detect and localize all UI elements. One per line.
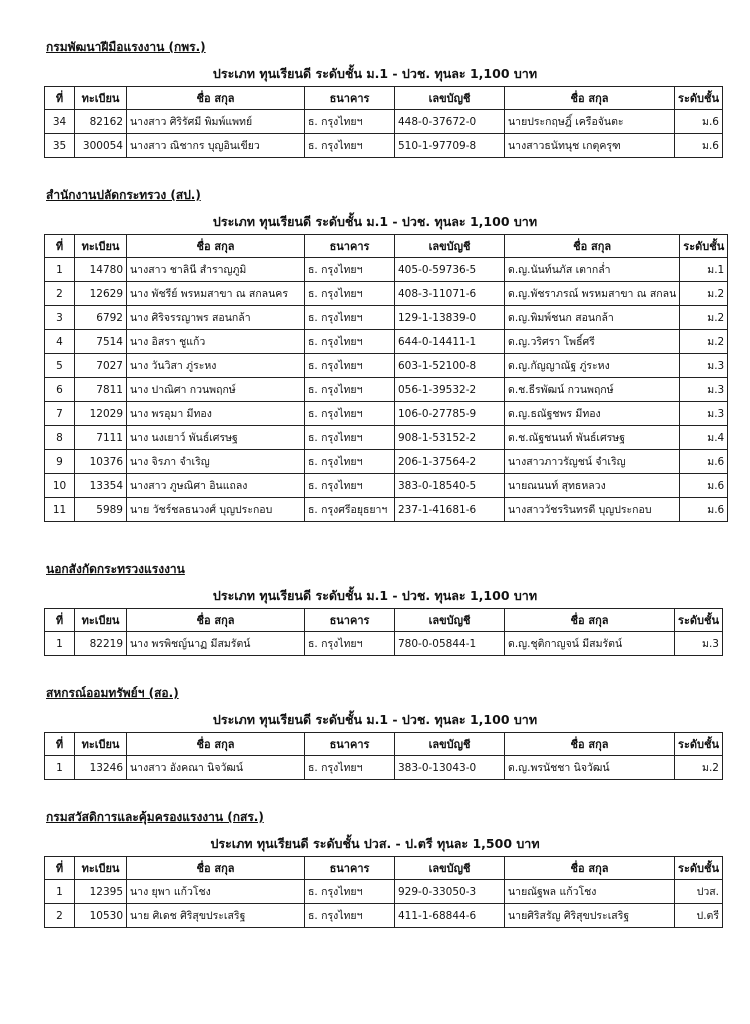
table-row <box>45 880 723 904</box>
table-cell: ธ. กรุงไทยฯ <box>305 632 395 656</box>
table-cell: ธ. กรุงไทยฯ <box>305 354 395 378</box>
table-cell: ธ. กรุงไทยฯ <box>305 756 395 780</box>
table-cell: 7111 <box>75 426 127 450</box>
table-cell: นางสาว ศิริรัศมี พิมพ์แพทย์ <box>127 110 305 134</box>
table-cell: 411-1-68844-6 <box>395 904 505 928</box>
table-cell: 1 <box>45 258 75 282</box>
table-cell: 1 <box>45 756 75 780</box>
column-header: เลขบัญชี <box>395 609 505 632</box>
recipients-table <box>44 856 723 928</box>
recipients-table <box>44 732 723 780</box>
table-cell: 908-1-53152-2 <box>395 426 505 450</box>
table-cell: 6792 <box>75 306 127 330</box>
column-header: ทะเบียน <box>75 733 127 756</box>
table-cell: 13354 <box>75 474 127 498</box>
table-cell: ธ. กรุงไทยฯ <box>305 426 395 450</box>
column-header: ธนาคาร <box>305 87 395 110</box>
table-cell: ธ. กรุงไทยฯ <box>305 330 395 354</box>
table-cell: 11 <box>45 498 75 522</box>
table-cell: 7514 <box>75 330 127 354</box>
column-header: ธนาคาร <box>305 733 395 756</box>
table-cell: นางสาว ณิชากร บุญอินเขียว <box>127 134 305 158</box>
table-cell: 448-0-37672-0 <box>395 110 505 134</box>
column-header: ทะเบียน <box>75 87 127 110</box>
table-cell: ปวส. <box>675 880 723 904</box>
table-cell: 7027 <box>75 354 127 378</box>
table-header-row <box>45 235 728 258</box>
table-header-row <box>45 857 723 880</box>
table-cell: 14780 <box>75 258 127 282</box>
table-cell: 8 <box>45 426 75 450</box>
section-subtitle: ประเภท ทุนเรียนดี ระดับชั้น ม.1 - ปวช. ทุนละ 1,100 บาท <box>212 712 538 727</box>
table-cell: นางสาวธนัทนุช เกตุครุฑ <box>505 134 675 158</box>
column-header: ชื่อ สกุล <box>505 733 675 756</box>
table-cell: 7811 <box>75 378 127 402</box>
table-cell: ธ. กรุงไทยฯ <box>305 402 395 426</box>
table-row <box>45 134 723 158</box>
column-header: ทะเบียน <box>75 235 127 258</box>
table-cell: 12029 <box>75 402 127 426</box>
column-header: ชื่อ สกุล <box>127 87 305 110</box>
column-header: เลขบัญชี <box>395 733 505 756</box>
table-cell: 644-0-14411-1 <box>395 330 505 354</box>
table-cell: ม.6 <box>675 110 723 134</box>
table-cell: 13246 <box>75 756 127 780</box>
table-cell: ม.6 <box>680 498 728 522</box>
column-header: ระดับชั้น <box>675 87 723 110</box>
table-row <box>45 282 728 306</box>
table-cell: นางสาว อังคณา นิจวัฒน์ <box>127 756 305 780</box>
column-header: เลขบัญชี <box>395 857 505 880</box>
table-cell: ม.6 <box>680 450 728 474</box>
table-cell: 4 <box>45 330 75 354</box>
table-cell: 603-1-52100-8 <box>395 354 505 378</box>
table-row <box>45 498 728 522</box>
table-cell: 82219 <box>75 632 127 656</box>
table-header-row <box>45 609 723 632</box>
table-cell: ด.ญ.พิมพ์ชนก สอนกล้า <box>505 306 680 330</box>
table-cell: นาง ปาณิศา กวนพฤกษ์ <box>127 378 305 402</box>
table-row <box>45 306 728 330</box>
column-header: ชื่อ สกุล <box>505 87 675 110</box>
table-cell: ด.ช.ณัฐชนนท์ พันธ์เศรษฐ <box>505 426 680 450</box>
table-row <box>45 450 728 474</box>
table-cell: นาย ศิเดช ศิริสุขประเสริฐ <box>127 904 305 928</box>
table-cell: ธ. กรุงไทยฯ <box>305 306 395 330</box>
table-cell: ม.6 <box>675 134 723 158</box>
column-header: ธนาคาร <box>305 857 395 880</box>
section-title: สหกรณ์ออมทรัพย์ฯ (สอ.) <box>46 686 179 700</box>
section-subtitle: ประเภท ทุนเรียนดี ระดับชั้น ม.1 - ปวช. ทุนละ 1,100 บาท <box>212 214 538 229</box>
column-header: ชื่อ สกุล <box>127 733 305 756</box>
table-cell: นาย วัชร์ชลธนวงศ์ บุญประกอบ <box>127 498 305 522</box>
column-header: ชื่อ สกุล <box>127 609 305 632</box>
section-subtitle: ประเภท ทุนเรียนดี ระดับชั้น ม.1 - ปวช. ทุนละ 1,100 บาท <box>212 66 538 81</box>
column-header: ที่ <box>45 733 75 756</box>
table-cell: ม.2 <box>680 282 728 306</box>
table-cell: 929-0-33050-3 <box>395 880 505 904</box>
section-title: สำนักงานปลัดกระทรวง (สป.) <box>46 188 201 202</box>
column-header: ทะเบียน <box>75 609 127 632</box>
table-cell: ป.ตรี <box>675 904 723 928</box>
table-cell: ด.ญ.ชุติกาญจน์ มีสมรัตน์ <box>505 632 675 656</box>
section-title: กรมพัฒนาฝีมือแรงงาน (กพร.) <box>46 40 206 54</box>
table-cell: นาง พรพิชญ์นาฏ มีสมรัตน์ <box>127 632 305 656</box>
column-header: ที่ <box>45 235 75 258</box>
column-header: ชื่อ สกุล <box>127 857 305 880</box>
column-header: ชื่อ สกุล <box>505 235 680 258</box>
section-subtitle: ประเภท ทุนเรียนดี ระดับชั้น ปวส. - ป.ตรี ทุนละ 1,500 บาท <box>210 836 540 851</box>
table-cell: ม.6 <box>680 474 728 498</box>
table-cell: 3 <box>45 306 75 330</box>
table-row <box>45 110 723 134</box>
table-row <box>45 426 728 450</box>
table-cell: 82162 <box>75 110 127 134</box>
recipients-table <box>44 86 723 158</box>
table-cell: นาง ศิริจรรญาพร สอนกล้า <box>127 306 305 330</box>
table-cell: นางสาวภาวรัญชน์ จำเริญ <box>505 450 680 474</box>
table-cell: ธ. กรุงไทยฯ <box>305 258 395 282</box>
table-cell: 2 <box>45 282 75 306</box>
table-cell: ธ. กรุงไทยฯ <box>305 880 395 904</box>
recipients-table <box>44 608 723 656</box>
table-row <box>45 474 728 498</box>
table-cell: 780-0-05844-1 <box>395 632 505 656</box>
table-cell: 129-1-13839-0 <box>395 306 505 330</box>
section-title: กรมสวัสดิการและคุ้มครองแรงงาน (กสร.) <box>46 810 264 824</box>
table-cell: นาง วันวิสา ภู่ระหง <box>127 354 305 378</box>
table-row <box>45 354 728 378</box>
column-header: ธนาคาร <box>305 235 395 258</box>
table-cell: ธ. กรุงไทยฯ <box>305 378 395 402</box>
column-header: ระดับชั้น <box>675 609 723 632</box>
table-cell: 383-0-18540-5 <box>395 474 505 498</box>
table-cell: นาง อิสรา ชูแก้ว <box>127 330 305 354</box>
table-cell: ด.ญ.ธณัฐชพร มีทอง <box>505 402 680 426</box>
table-cell: 7 <box>45 402 75 426</box>
table-cell: ม.2 <box>680 330 728 354</box>
table-row <box>45 402 728 426</box>
column-header: ทะเบียน <box>75 857 127 880</box>
column-header: ที่ <box>45 609 75 632</box>
table-row <box>45 378 728 402</box>
table-cell: ม.2 <box>675 756 723 780</box>
column-header: ชื่อ สกุล <box>127 235 305 258</box>
table-cell: นายประกฤษฎิ์ เครือจันตะ <box>505 110 675 134</box>
table-cell: ม.3 <box>680 354 728 378</box>
table-cell: 10 <box>45 474 75 498</box>
section-subtitle: ประเภท ทุนเรียนดี ระดับชั้น ม.1 - ปวช. ทุนละ 1,100 บาท <box>212 588 538 603</box>
column-header: ที่ <box>45 87 75 110</box>
table-cell: นางสาววัชรรินทรดี บุญประกอบ <box>505 498 680 522</box>
table-cell: ด.ญ.วริศรา โพธิ์ศรี <box>505 330 680 354</box>
table-row <box>45 756 723 780</box>
column-header: ที่ <box>45 857 75 880</box>
column-header: ระดับชั้น <box>675 857 723 880</box>
table-cell: 408-3-11071-6 <box>395 282 505 306</box>
table-cell: 10530 <box>75 904 127 928</box>
table-cell: ด.ญ.พรนัชชา นิจวัฒน์ <box>505 756 675 780</box>
table-cell: 056-1-39532-2 <box>395 378 505 402</box>
table-cell: ธ. กรุงไทยฯ <box>305 110 395 134</box>
table-cell: 5989 <box>75 498 127 522</box>
table-cell: ธ. กรุงไทยฯ <box>305 134 395 158</box>
column-header: เลขบัญชี <box>395 87 505 110</box>
column-header: ชื่อ สกุล <box>505 609 675 632</box>
table-cell: 510-1-97709-8 <box>395 134 505 158</box>
column-header: ธนาคาร <box>305 609 395 632</box>
table-cell: 10376 <box>75 450 127 474</box>
table-cell: 12395 <box>75 880 127 904</box>
table-cell: 237-1-41681-6 <box>395 498 505 522</box>
table-cell: นาง นงเยาว์ พันธ์เศรษฐ <box>127 426 305 450</box>
table-cell: 383-0-13043-0 <box>395 756 505 780</box>
table-cell: 300054 <box>75 134 127 158</box>
table-row <box>45 258 728 282</box>
table-cell: 34 <box>45 110 75 134</box>
table-cell: 206-1-37564-2 <box>395 450 505 474</box>
column-header: ชื่อ สกุล <box>505 857 675 880</box>
table-cell: 6 <box>45 378 75 402</box>
column-header: ระดับชั้น <box>680 235 728 258</box>
table-header-row <box>45 87 723 110</box>
table-cell: 12629 <box>75 282 127 306</box>
table-cell: ม.3 <box>675 632 723 656</box>
table-cell: 405-0-59736-5 <box>395 258 505 282</box>
table-cell: ธ. กรุงไทยฯ <box>305 904 395 928</box>
table-row <box>45 632 723 656</box>
table-cell: 1 <box>45 880 75 904</box>
table-cell: 5 <box>45 354 75 378</box>
table-cell: 35 <box>45 134 75 158</box>
table-cell: ธ. กรุงไทยฯ <box>305 282 395 306</box>
table-header-row <box>45 733 723 756</box>
recipients-table <box>44 234 728 522</box>
table-cell: ด.ญ.กัญญาณัฐ ภู่ระหง <box>505 354 680 378</box>
table-cell: นาง ยุพา แก้วโชง <box>127 880 305 904</box>
table-cell: ม.3 <box>680 402 728 426</box>
table-cell: 1 <box>45 632 75 656</box>
table-row <box>45 904 723 928</box>
table-cell: 2 <box>45 904 75 928</box>
table-row <box>45 330 728 354</box>
table-cell: นายณัฐพล แก้วโชง <box>505 880 675 904</box>
table-cell: ม.4 <box>680 426 728 450</box>
table-cell: ม.1 <box>680 258 728 282</box>
table-cell: นายศิริสรัญ ศิริสุขประเสริฐ <box>505 904 675 928</box>
table-cell: ด.ญ.นันท์นภัส เตากล่ำ <box>505 258 680 282</box>
table-cell: นายณนนท์ สุทธหลวง <box>505 474 680 498</box>
table-cell: นางสาว ภูษณิศา อินแถลง <box>127 474 305 498</box>
table-cell: นาง พรอุมา มีทอง <box>127 402 305 426</box>
table-cell: ม.2 <box>680 306 728 330</box>
table-cell: ธ. กรุงศรีอยุธยาฯ <box>305 498 395 522</box>
table-cell: นางสาว ชาลินี สำราญภูมิ <box>127 258 305 282</box>
table-cell: นาง พัชรีย์ พรหมสาขา ณ สกลนคร <box>127 282 305 306</box>
section-title: นอกสังกัดกระทรวงแรงงาน <box>46 562 185 576</box>
table-cell: 9 <box>45 450 75 474</box>
table-cell: ด.ช.ธีรพัฒน์ กวนพฤกษ์ <box>505 378 680 402</box>
column-header: เลขบัญชี <box>395 235 505 258</box>
table-cell: ด.ญ.พัชราภรณ์ พรหมสาขา ณ สกลน <box>505 282 680 306</box>
table-cell: 106-0-27785-9 <box>395 402 505 426</box>
table-cell: ธ. กรุงไทยฯ <box>305 450 395 474</box>
table-cell: ม.3 <box>680 378 728 402</box>
table-cell: นาง จิรภา จำเริญ <box>127 450 305 474</box>
table-cell: ธ. กรุงไทยฯ <box>305 474 395 498</box>
column-header: ระดับชั้น <box>675 733 723 756</box>
